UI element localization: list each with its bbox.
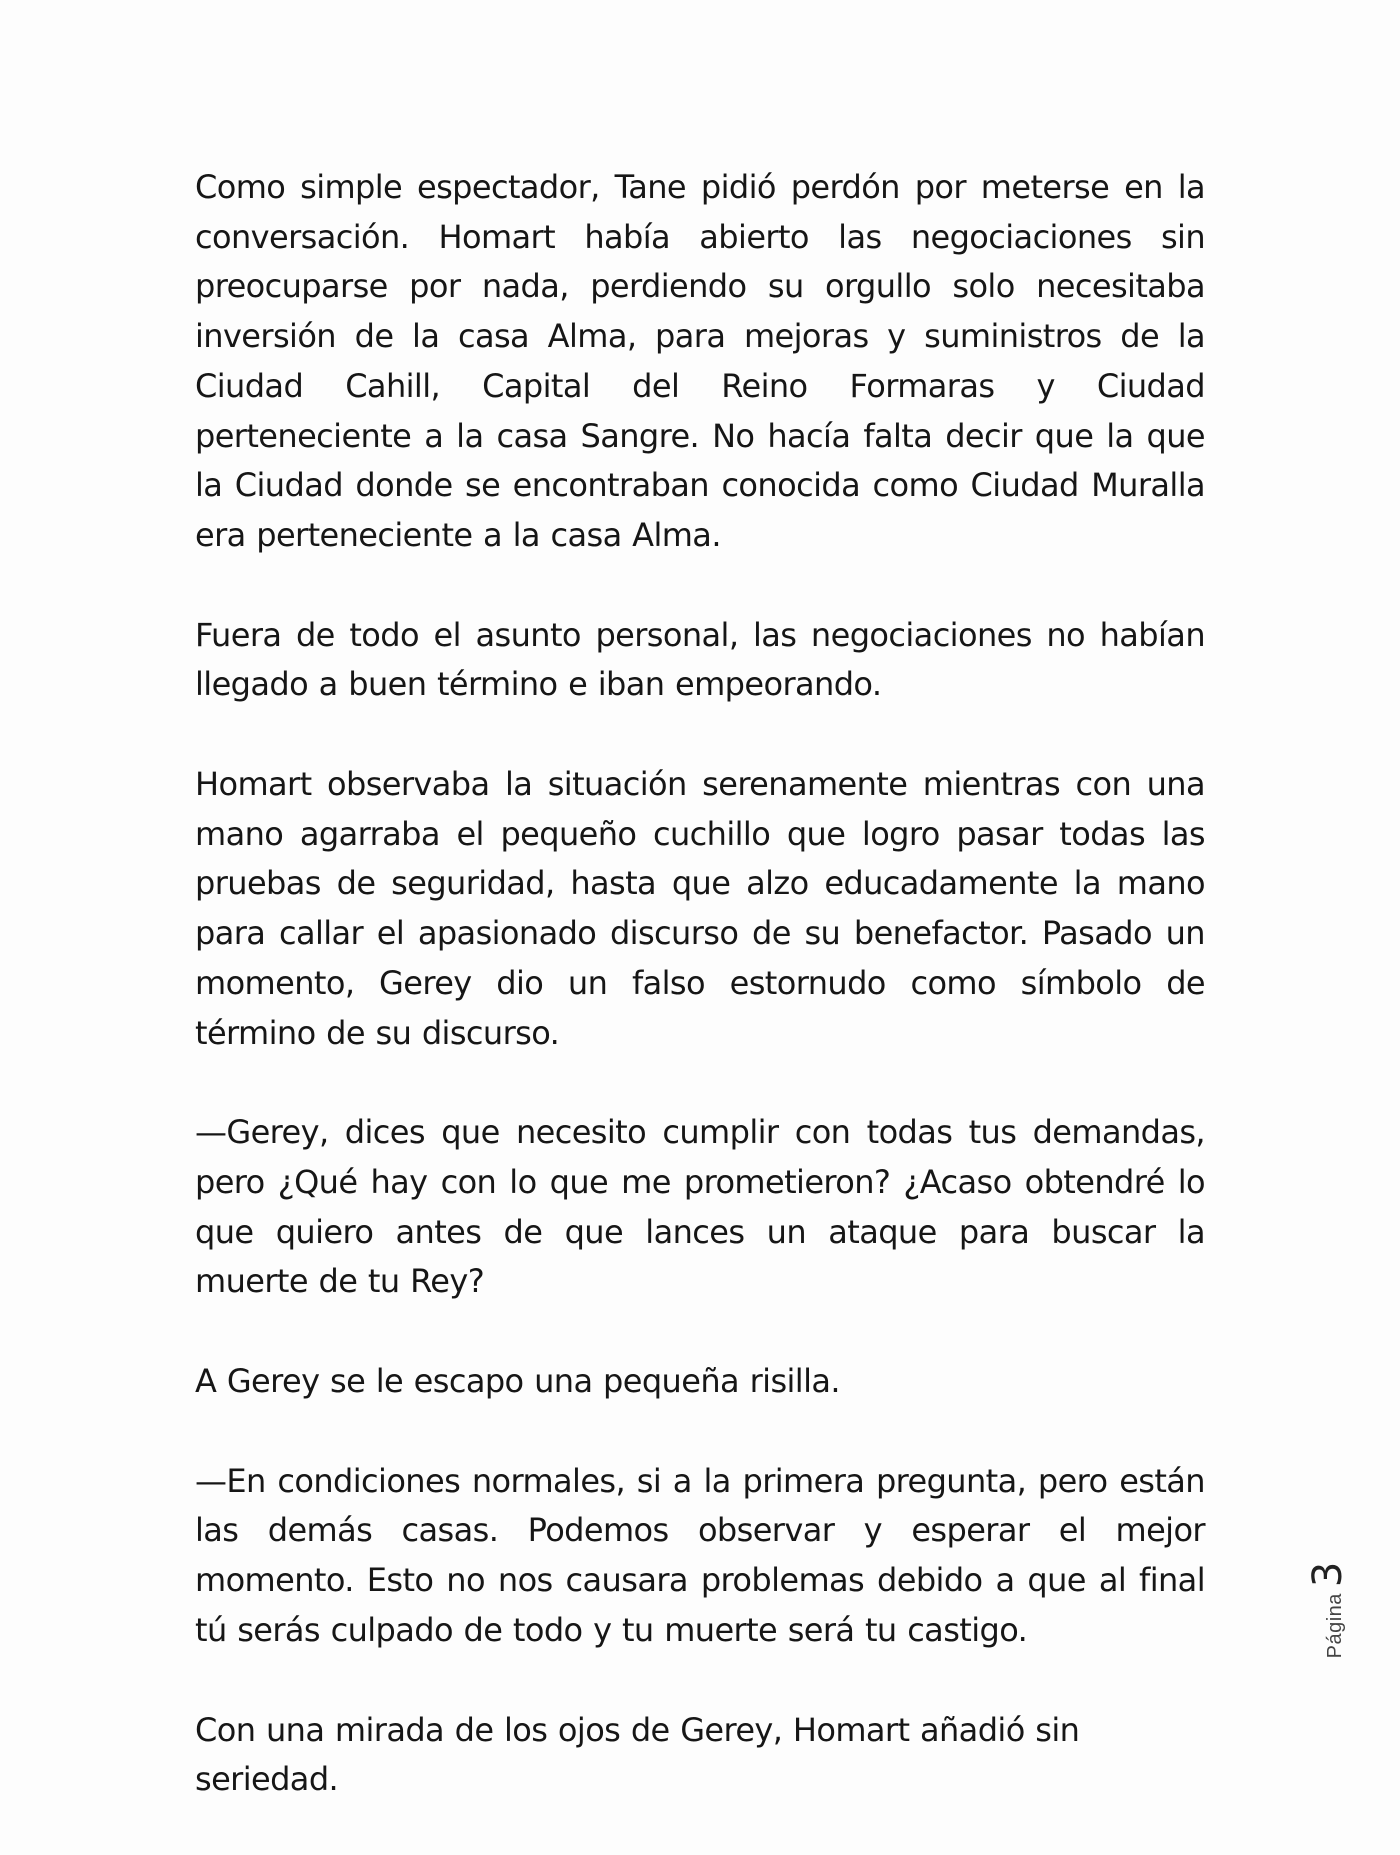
page-label: Página xyxy=(1324,1593,1346,1659)
dialogue-paragraph: —Gerey, dices que necesito cumplir con todas tus demandas, pero ¿Qué hay con lo que me prometieron? ¿Acaso obtendré lo que quiero antes de que lances un ataque para buscar la muerte de tu Rey? xyxy=(195,1113,1205,1301)
page-number-footer xyxy=(1305,1562,1351,1659)
body-text xyxy=(195,163,1205,1855)
paragraph: A Gerey se le escapo una pequeña risilla. xyxy=(195,1362,840,1401)
paragraph: Con una mirada de los ojos de Gerey, Homart añadió sin seriedad. xyxy=(195,1710,1080,1799)
paragraph: Como simple espectador, Tane pidió perdón por meterse en la conversación. Homart había abierto las negociaciones sin preocuparse por nada, perdiendo su orgullo solo necesitaba inversión de la casa Alma, para mejoras y suministros de la Ciudad Cahill, Capital del Reino Formaras y Ciudad perteneciente a la casa Sangre. No hacía falta decir que la que la Ciudad donde se encontraban conocida como Ciudad Muralla era perteneciente a la casa Alma. xyxy=(195,168,1205,554)
paragraph: Fuera de todo el asunto personal, las negociaciones no habían llegado a buen término e iban empeorando. xyxy=(195,615,1205,704)
page-number: 3 xyxy=(1305,1561,1351,1588)
paragraph: Homart observaba la situación serenamente mientras con una mano agarraba el pequeño cuchillo que logro pasar todas las pruebas de seguridad, hasta que alzo educadamente la mano para callar el apasionado discurso de su benefactor. Pasado un momento, Gerey dio un falso estornudo como símbolo de término de su discurso. xyxy=(195,765,1205,1052)
dialogue-paragraph: —En condiciones normales, si a la primera pregunta, pero están las demás casas. Podemos observar y esperar el mejor momento. Esto no nos causara problemas debido a que al final tú serás culpado de todo y tu muerte será tu castigo. xyxy=(195,1461,1205,1649)
